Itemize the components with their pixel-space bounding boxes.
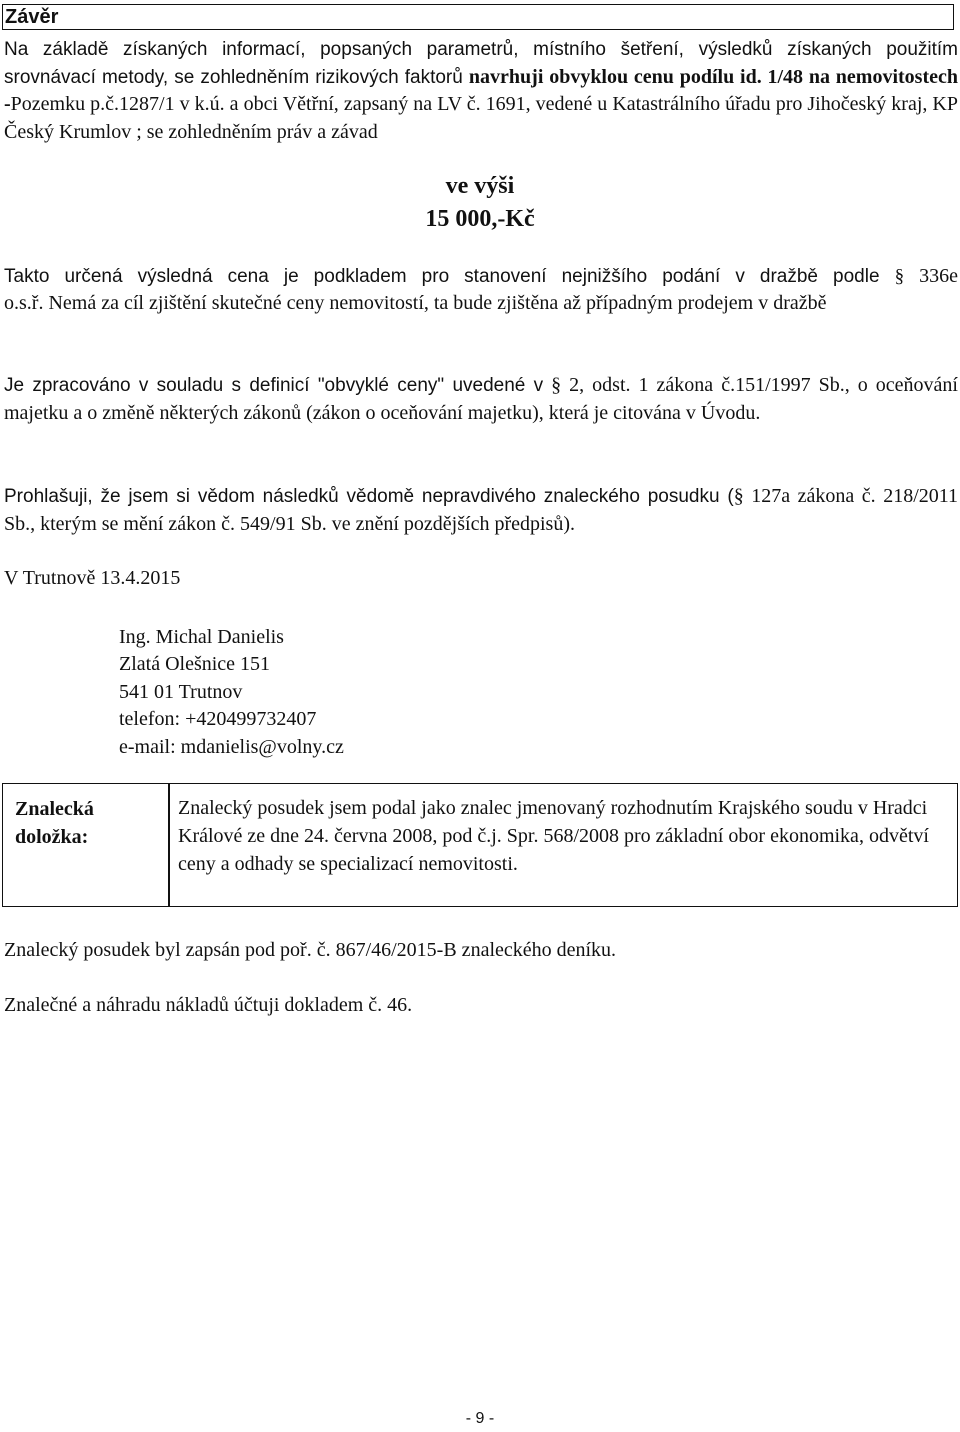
declaration-paragraph [4,483,958,538]
clause-label [15,796,94,851]
author-phone: telefon: +420499732407 [119,708,317,730]
conclusion-bold: navrhuji obvyklou cenu podílu id. 1/48 na nemovitostech - [4,65,958,115]
section-symbol-3: § [733,485,744,507]
declaration-text1: Prohlašuji, že jsem si vědom následků vědomě nepravdivého znaleckého posudku ( [4,486,734,507]
amount-value: 15 000,-Kč [425,206,535,232]
clause-text: Znalecký posudek jsem podal jako znalec jmenovaný rozhodnutím Krajského soudu v Hradci Králové ze dne 24. června 2008, pod č.j. Spr. 568/2008 pro základní obor ekonomika, odvětví ceny a odhady se specializací nemovitosti. [178,797,929,875]
place-date: V Trutnově 13.4.2015 [4,567,181,589]
author-name: Ing. Michal Danielis [119,626,284,648]
expert-clause-box [2,783,958,907]
heading-text: Závěr [5,6,59,28]
conclusion-intro: Na základě získaných informací, popsaných parametrů, místního šetření, výsledků získaných použitím srovnávací metody, se zohledněním rizikových faktorů [4,39,958,88]
amount-label: ve výši [445,173,515,199]
basis-line1-text: Takto určená výsledná cena je podkladem pro stanovení nejnižšího podání v dražbě podle [4,266,880,287]
author-street: Zlatá Olešnice 151 [119,653,271,675]
law-text2: 2, odst. 1 zákona č.151/1997 Sb., o oceňování majetku a o změně některých zákonů (zákon o oceňování majetku), která je citována v Úvodu. [4,374,958,424]
clause-label-line1: Znalecká [15,798,94,820]
conclusion-property: Pozemku p.č.1287/1 v k.ú. a obci Větřní, zapsaný na LV č. 1691, vedené u Katastrálního úřadu pro Jihočeský kraj, KP Český Krumlov ; se zohledněním práv a závad [4,93,958,143]
page-number: - 9 - [465,1410,495,1427]
basis-rest: o.s.ř. Nemá za cíl zjištění skutečné ceny nemovitostí, ta bude zjištěna až případným prodejem v dražbě [4,292,827,314]
clause-divider [168,784,170,906]
section-heading [2,4,954,30]
law-paragraph [4,372,958,427]
conclusion-paragraph [4,36,958,146]
clause-label-line2: doložka: [15,825,89,848]
register-note: Znalecký posudek byl zapsán pod poř. č. 867/46/2015-B znaleckého deníku. [4,939,617,961]
fee-note: Znalečné a náhradu nákladů účtuji dokladem č. 46. [4,994,413,1016]
author-email: e-mail: mdanielis@volny.cz [119,736,344,758]
author-city: 541 01 Trutnov [119,681,243,703]
section-symbol-2: § [551,374,562,396]
section-symbol: § [894,266,905,287]
basis-line1-end: 336e [919,265,959,287]
basis-line1 [4,262,958,291]
declaration-text2: 127a zákona č. 218/2011 Sb., kterým se mění zákon č. 549/91 Sb. ve znění pozdějších předpisů). [4,485,959,535]
law-text1: Je zpracováno v souladu s definicí "obvyklé ceny" uvedené v [4,375,544,396]
